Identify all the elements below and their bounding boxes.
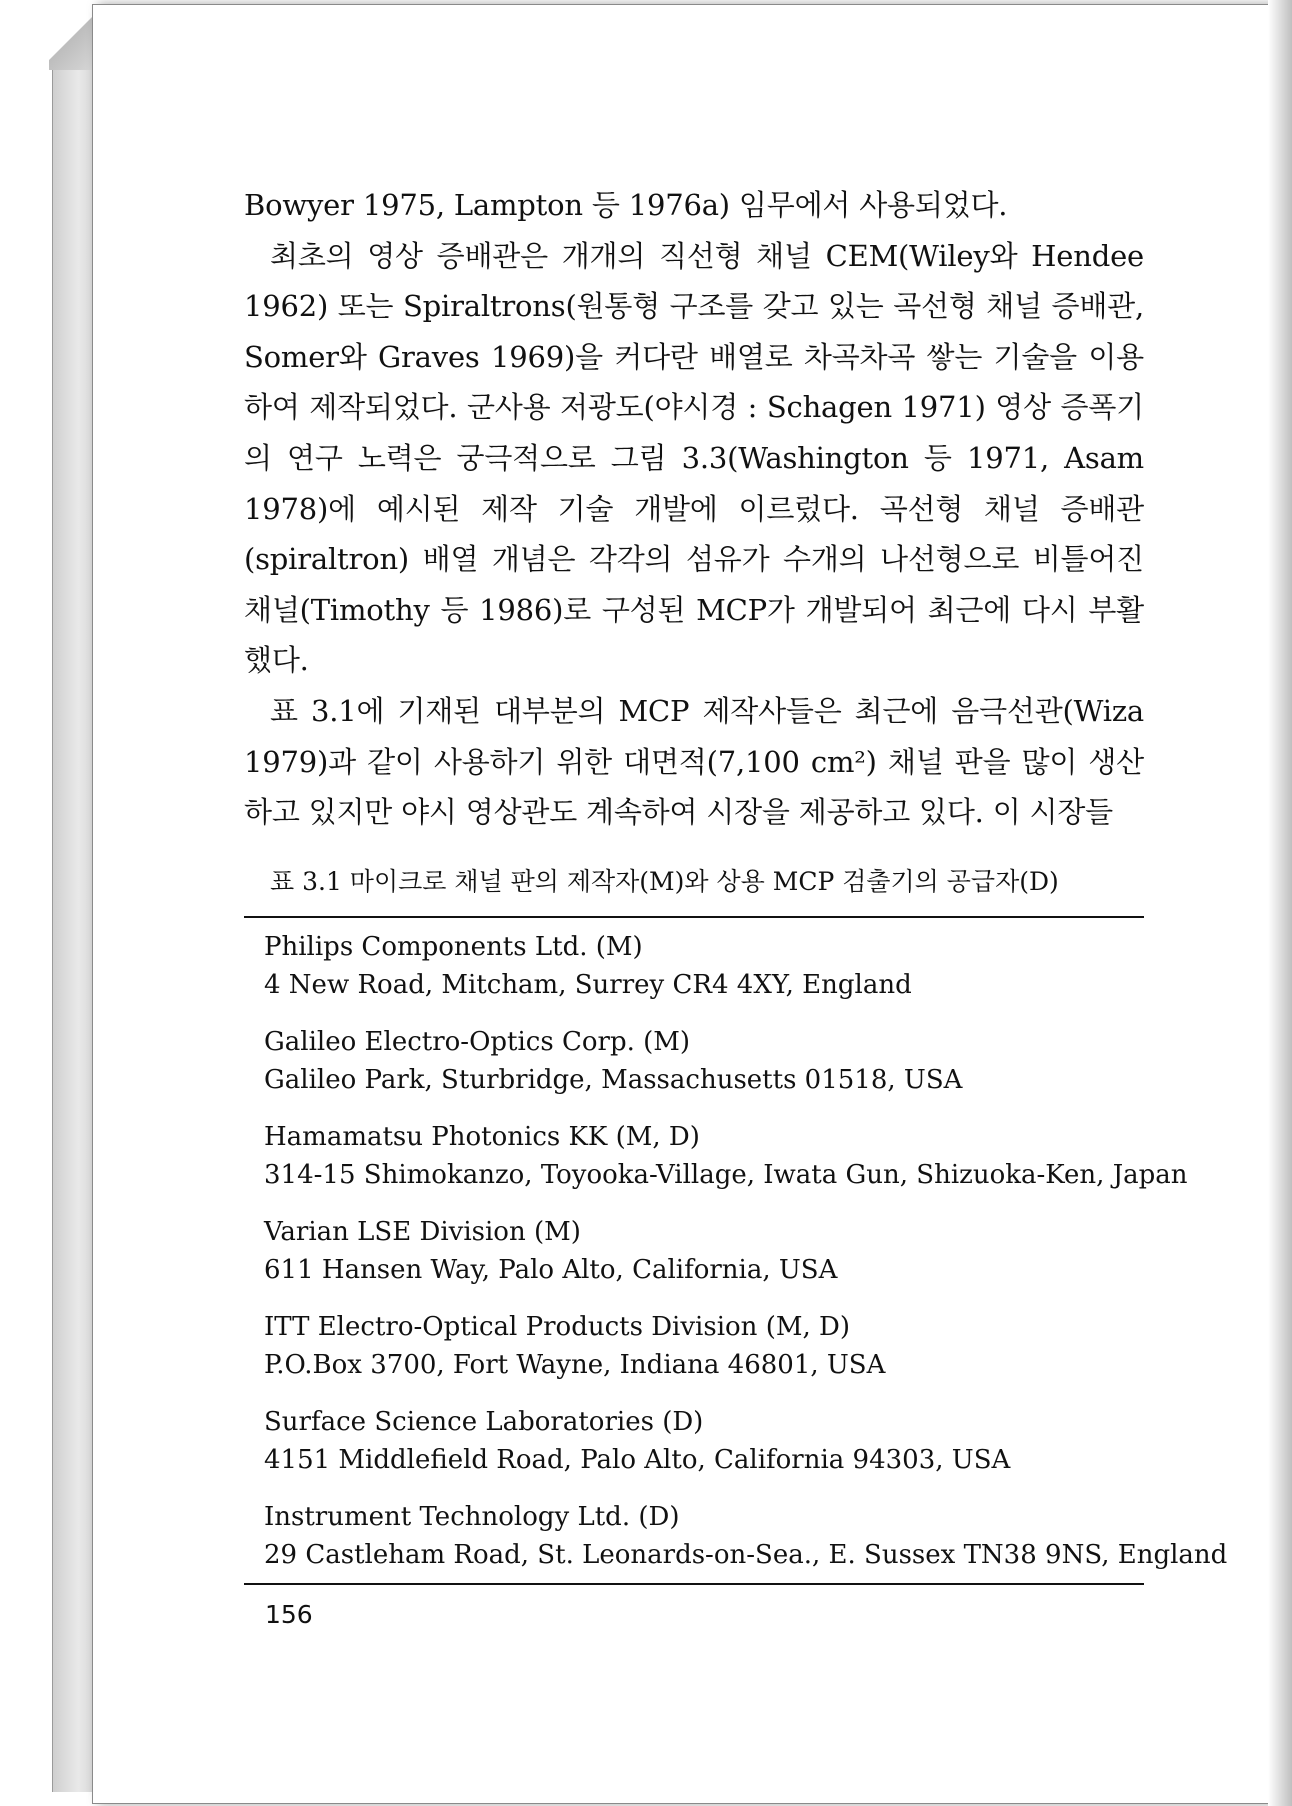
supplier-entry bbox=[264, 928, 1144, 1004]
supplier-entry bbox=[264, 1118, 1188, 1194]
supplier-name: Surface Science Laboratories (D) bbox=[264, 1406, 704, 1437]
supplier-address: Galileo Park, Sturbridge, Massachusetts 01518, USA bbox=[264, 1064, 963, 1095]
table-top-rule bbox=[244, 916, 1144, 918]
supplier-address: 29 Castleham Road, St. Leonards-on-Sea., E. Sussex TN38 9NS, England bbox=[264, 1539, 1228, 1570]
supplier-address: P.O.Box 3700, Fort Wayne, Indiana 46801, USA bbox=[264, 1349, 886, 1380]
supplier-name: Galileo Electro-Optics Corp. (M) bbox=[264, 1026, 691, 1057]
supplier-entry bbox=[264, 1403, 1144, 1479]
supplier-name: Hamamatsu Photonics KK (M, D) bbox=[264, 1121, 700, 1152]
table-caption: 표 3.1 마이크로 채널 판의 제작자(M)와 상용 MCP 검출기의 공급자(D) bbox=[270, 866, 1059, 896]
supplier-name: ITT Electro-Optical Products Division (M, D) bbox=[264, 1311, 850, 1342]
supplier-list bbox=[244, 928, 1228, 1574]
supplier-entry bbox=[264, 1213, 1144, 1289]
supplier-name: Instrument Technology Ltd. (D) bbox=[264, 1501, 680, 1532]
supplier-entry bbox=[264, 1023, 1144, 1099]
page-content bbox=[244, 180, 1228, 1585]
paragraph-image-intensifier: 최초의 영상 증배관은 개개의 직선형 채널 CEM(Wiley와 Hendee 1962) 또는 Spiraltrons(원통형 구조를 갖고 있는 곡선형 채널 증배관, Somer와 Graves 1969)을 커다란 배열로 차곡차곡 쌓는 기술을 이용하여 제작되었다. 군사용 저광도(야시경 : Schagen 1971) 영상 증폭기의 연구 노력은 궁극적으로 그림 3.3(Washington 등 1971, Asam 1978)에 예시된 제작 기술 개발에 이르렀다. 곡선형 채널 증배관(spiraltron) 배열 개념은 각각의 섬유가 수개의 나선형으로 비틀어진 채널(Timothy 등 1986)로 구성된 MCP가 개발되어 최근에 다시 부활했다. bbox=[244, 238, 1144, 678]
paragraph-continued: Bowyer 1975, Lampton 등 1976a) 임무에서 사용되었다. bbox=[244, 188, 1008, 222]
supplier-name: Philips Components Ltd. (M) bbox=[264, 931, 643, 962]
page-shadow bbox=[1268, 0, 1292, 1806]
paragraph-mcp-manufacturers: 표 3.1에 기재된 대부분의 MCP 제작사들은 최근에 음극선관(Wiza 1979)과 같이 사용하기 위한 대면적(7,100 cm²) 채널 판을 많이 생산하고 있지만 야시 영상관도 계속하여 시장을 제공하고 있다. 이 시장들 bbox=[244, 693, 1144, 830]
supplier-entry bbox=[264, 1308, 1144, 1384]
supplier-address: 4 New Road, Mitcham, Surrey CR4 4XY, England bbox=[264, 969, 912, 1000]
page-stack-edge bbox=[52, 12, 95, 1792]
supplier-entry bbox=[264, 1498, 1228, 1574]
table-bottom-rule bbox=[244, 1583, 1144, 1585]
supplier-address: 314-15 Shimokanzo, Toyooka-Village, Iwata Gun, Shizuoka-Ken, Japan bbox=[264, 1159, 1188, 1190]
supplier-address: 611 Hansen Way, Palo Alto, California, USA bbox=[264, 1254, 838, 1285]
page-number: 156 bbox=[265, 1600, 313, 1629]
supplier-name: Varian LSE Division (M) bbox=[264, 1216, 581, 1247]
supplier-address: 4151 Middlefield Road, Palo Alto, California 94303, USA bbox=[264, 1444, 1011, 1475]
